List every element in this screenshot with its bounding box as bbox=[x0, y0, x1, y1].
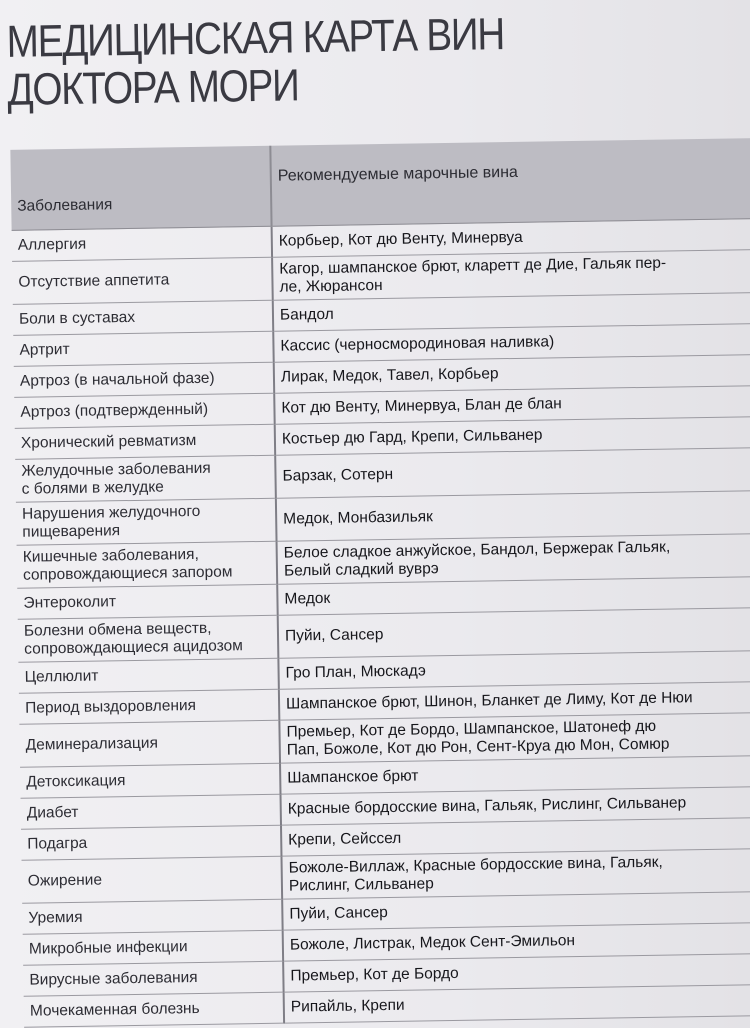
wines-cell bbox=[284, 984, 750, 1023]
disease-text: Микробные инфекции bbox=[28, 938, 188, 958]
wines-text: Кассис (черносмородиновая наливка) bbox=[280, 333, 555, 355]
disease-cell bbox=[17, 584, 277, 619]
disease-text: Артроз (в начальной фазе) bbox=[19, 369, 215, 390]
wines-text: Божоле-Виллаж, Красные бордосские вина, Гальяк, bbox=[288, 853, 663, 877]
disease-text: пищеварения bbox=[22, 522, 121, 541]
header-disease: Заболевания bbox=[10, 146, 271, 231]
disease-text: Целлюлит bbox=[24, 667, 99, 686]
disease-cell bbox=[20, 763, 280, 798]
header-wines: Рекомендуемые марочные вина bbox=[270, 138, 750, 226]
wines-cell bbox=[281, 848, 750, 899]
wines-text: Кагор, шампанское брют, кларетт де Дие, Гальяк пер- bbox=[279, 254, 667, 278]
wines-text: Кот дю Венту, Минервуа, Блан де блан bbox=[281, 395, 562, 417]
disease-text: сопровождающиеся ацидозом bbox=[24, 637, 243, 658]
wines-cell bbox=[276, 490, 750, 541]
wines-text: Корбьер, Кот дю Венту, Минервуа bbox=[278, 228, 523, 250]
title-line-2: ДОКТОРА МОРИ bbox=[7, 59, 299, 115]
wines-text: Премьер, Кот де Бордо bbox=[290, 964, 459, 985]
disease-text: Подагра bbox=[27, 834, 88, 853]
disease-cell bbox=[14, 362, 274, 397]
wines-text: Крепи, Сейссел bbox=[288, 829, 402, 849]
wines-text: Премьер, Кот де Бордо, Шампанское, Шатонеф дю bbox=[286, 717, 657, 741]
wines-text: Рипайль, Крепи bbox=[290, 996, 405, 1016]
page-title bbox=[6, 9, 586, 114]
wines-text: Шампанское брют, Шинон, Бланкет де Лиму, Кот де Нюи bbox=[285, 689, 693, 713]
disease-text: Уремия bbox=[28, 908, 83, 927]
disease-text: Вирусные заболевания bbox=[29, 969, 198, 989]
disease-text: Деминерализация bbox=[25, 734, 159, 754]
table-header-row bbox=[10, 138, 750, 230]
disease-text: Отсутствие аппетита bbox=[18, 271, 170, 291]
disease-text: Аллергия bbox=[17, 235, 87, 254]
wines-cell bbox=[278, 607, 750, 658]
disease-cell bbox=[21, 825, 281, 860]
disease-cell bbox=[12, 226, 272, 261]
wines-text: ле, Жюрансон bbox=[279, 277, 383, 296]
disease-text: Детоксикация bbox=[26, 772, 126, 791]
disease-cell bbox=[13, 300, 273, 335]
wines-text: Пап, Божоле, Кот дю Рон, Сент-Круа дю Мон, Сомюр bbox=[286, 735, 670, 759]
disease-cell bbox=[23, 961, 283, 996]
disease-text: Нарушения желудочного bbox=[21, 502, 201, 523]
disease-cell bbox=[18, 615, 279, 662]
disease-text: Болезни обмена веществ, bbox=[23, 619, 212, 640]
disease-cell bbox=[16, 498, 277, 545]
wines-text: Пуйи, Сансер bbox=[284, 626, 384, 645]
wines-cell bbox=[272, 249, 750, 300]
disease-text: Период выздоровления bbox=[24, 697, 197, 717]
disease-text: Желудочные заболевания bbox=[21, 459, 211, 480]
disease-text: Кишечные заболевания, bbox=[22, 545, 199, 566]
wines-text: Белый сладкий вуврэ bbox=[283, 560, 439, 580]
disease-text: Мочекаменная болезнь bbox=[29, 999, 200, 1020]
disease-cell bbox=[19, 689, 279, 724]
disease-cell bbox=[15, 424, 275, 459]
wines-cell bbox=[279, 712, 750, 763]
wines-text: Белое сладкое анжуйское, Бандол, Бержерак Гальяк, bbox=[283, 538, 671, 562]
wines-text: Рислинг, Сильванер bbox=[288, 875, 434, 895]
disease-cell bbox=[13, 331, 273, 366]
disease-cell bbox=[19, 720, 280, 767]
disease-text: Диабет bbox=[26, 803, 79, 822]
disease-text: Артроз (подтвержденный) bbox=[20, 400, 209, 421]
wines-text: Костьер дю Гард, Крепи, Сильванер bbox=[281, 426, 543, 448]
wines-cell bbox=[275, 447, 750, 498]
wines-text: Шампанское брют bbox=[287, 767, 419, 787]
disease-cell bbox=[15, 455, 276, 502]
disease-text: Ожирение bbox=[27, 871, 103, 890]
wines-text: Божоле, Листрак, Медок Сент-Эмильон bbox=[289, 932, 576, 954]
disease-text: Артрит bbox=[19, 340, 70, 359]
wines-text: Бандол bbox=[279, 305, 334, 324]
title-line-1: МЕДИЦИНСКАЯ КАРТА ВИН bbox=[6, 8, 505, 67]
table-body bbox=[12, 218, 750, 1027]
disease-text: Хронический ревматизм bbox=[20, 431, 197, 452]
wines-text: Медок bbox=[284, 589, 331, 608]
disease-cell bbox=[22, 899, 282, 934]
disease-cell bbox=[14, 393, 274, 428]
disease-text: Энтероколит bbox=[23, 593, 117, 612]
disease-text: сопровождающиеся запором bbox=[22, 563, 233, 584]
wines-text: Барзак, Сотерн bbox=[282, 465, 394, 485]
wines-text: Красные бордосские вина, Гальяк, Рислинг, Сильванер bbox=[287, 794, 687, 818]
wines-text: Гро План, Мюскадэ bbox=[285, 662, 426, 682]
disease-cell bbox=[18, 658, 278, 693]
disease-cell bbox=[17, 541, 278, 588]
wines-text: Медок, Монбазильяк bbox=[283, 508, 434, 528]
wine-table bbox=[10, 138, 750, 1028]
wines-cell bbox=[277, 533, 750, 584]
disease-cell bbox=[12, 257, 273, 304]
disease-cell bbox=[21, 794, 281, 829]
disease-cell bbox=[24, 992, 284, 1027]
disease-text: Боли в суставах bbox=[18, 308, 136, 328]
disease-cell bbox=[22, 856, 283, 903]
disease-cell bbox=[23, 930, 283, 965]
disease-text: с болями в желудке bbox=[21, 478, 164, 498]
wines-text: Лирак, Медок, Тавел, Корбьер bbox=[280, 365, 499, 386]
wines-text: Пуйи, Сансер bbox=[289, 904, 388, 923]
